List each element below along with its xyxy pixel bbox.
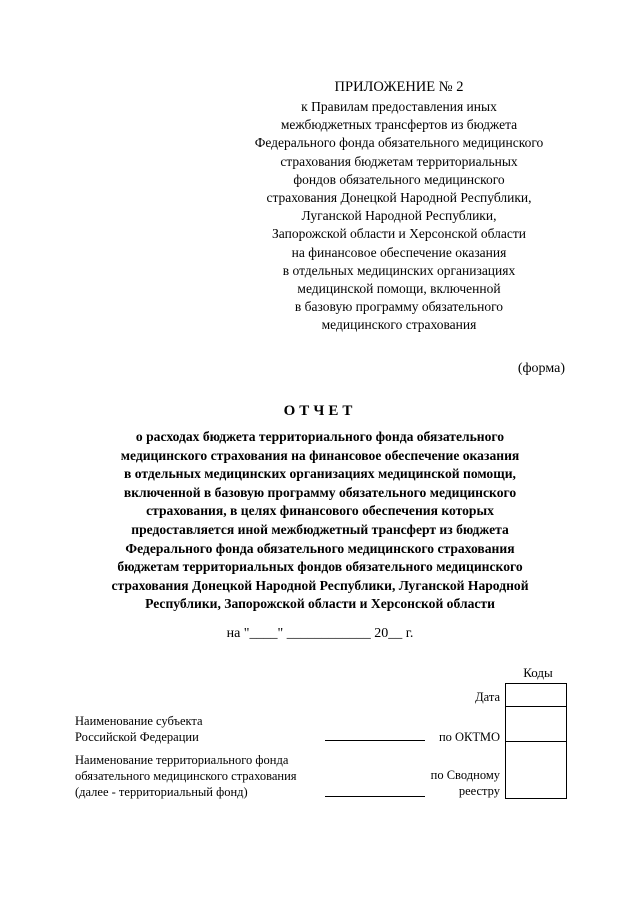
code-cell-oktmo[interactable]	[506, 707, 567, 742]
fund-label-line: Наименование территориального фонда	[75, 753, 289, 767]
appendix-line: страхования Донецкой Народной Республики,	[266, 190, 532, 206]
report-description-line: предоставляется иной межбюджетный трансферт из бюджета	[131, 521, 509, 537]
appendix-block	[225, 78, 573, 335]
report-description-line: бюджетам территориальных фондов обязательного медицинского	[117, 559, 523, 575]
appendix-line: Луганской Народной Республики,	[301, 208, 497, 224]
fund-label	[75, 752, 297, 800]
codes-table	[505, 683, 567, 799]
appendix-line: медицинской помощи, включенной	[297, 281, 501, 297]
report-description-line: Республики, Запорожской области и Херсонской области	[145, 596, 495, 612]
report-description-line: о расходах бюджета территориального фонда обязательного	[135, 429, 505, 444]
report-date-line: на "____" ____________ 20__ г.	[226, 626, 414, 641]
registry-label	[420, 767, 500, 799]
fund-label-line: (далее - территориальный фонд)	[75, 785, 248, 799]
fund-label-line: обязательного медицинского страхования	[75, 769, 297, 783]
appendix-line: страхования бюджетам территориальных	[280, 153, 518, 169]
report-description-line: медицинского страхования на финансовое обеспечение оказания	[120, 447, 520, 463]
registry-label-line: реестру	[458, 784, 500, 798]
appendix-line: Запорожской области и Херсонской области	[272, 226, 526, 242]
report-description-line: страхования Донецкой Народной Республики, Луганской Народной	[111, 577, 529, 593]
code-cell-registry[interactable]	[506, 742, 567, 799]
form-label: (форма)	[517, 361, 565, 376]
codes-header: Коды	[523, 665, 553, 680]
appendix-title: ПРИЛОЖЕНИЕ № 2	[334, 79, 464, 95]
appendix-line: в базовую программу обязательного	[294, 299, 504, 315]
subject-fill-line[interactable]	[325, 740, 425, 741]
subject-label	[75, 713, 203, 745]
report-title: ОТЧЕТ	[283, 403, 357, 419]
fund-fill-line[interactable]	[325, 796, 425, 797]
date-code-label: Дата	[475, 690, 500, 704]
appendix-line: в отдельных медицинских организациях	[282, 262, 516, 278]
appendix-line: Федерального фонда обязательного медицинского	[254, 135, 544, 151]
appendix-line: фондов обязательного медицинского	[293, 171, 505, 187]
report-description-line: включенной в базовую программу обязательного медицинского	[123, 484, 517, 500]
report-description-line: страхования, в целях финансового обеспечения которых	[146, 503, 494, 519]
report-description	[60, 428, 580, 614]
code-cell-date[interactable]	[506, 684, 567, 707]
oktmo-label: по ОКТМО	[438, 730, 500, 744]
registry-label-line: по Сводному	[430, 768, 500, 782]
report-description-line: в отдельных медицинских организациях медицинской помощи,	[124, 466, 516, 482]
subject-label-line: Российской Федерации	[75, 730, 199, 744]
appendix-line: межбюджетных трансфертов из бюджета	[280, 117, 518, 133]
report-description-line: Федерального фонда обязательного медицинского страхования	[125, 540, 515, 556]
appendix-line: на финансовое обеспечение оказания	[291, 244, 507, 260]
subject-label-line: Наименование субъекта	[75, 714, 203, 728]
appendix-line: к Правилам предоставления иных	[301, 99, 497, 114]
appendix-line: медицинского страхования	[321, 317, 477, 333]
